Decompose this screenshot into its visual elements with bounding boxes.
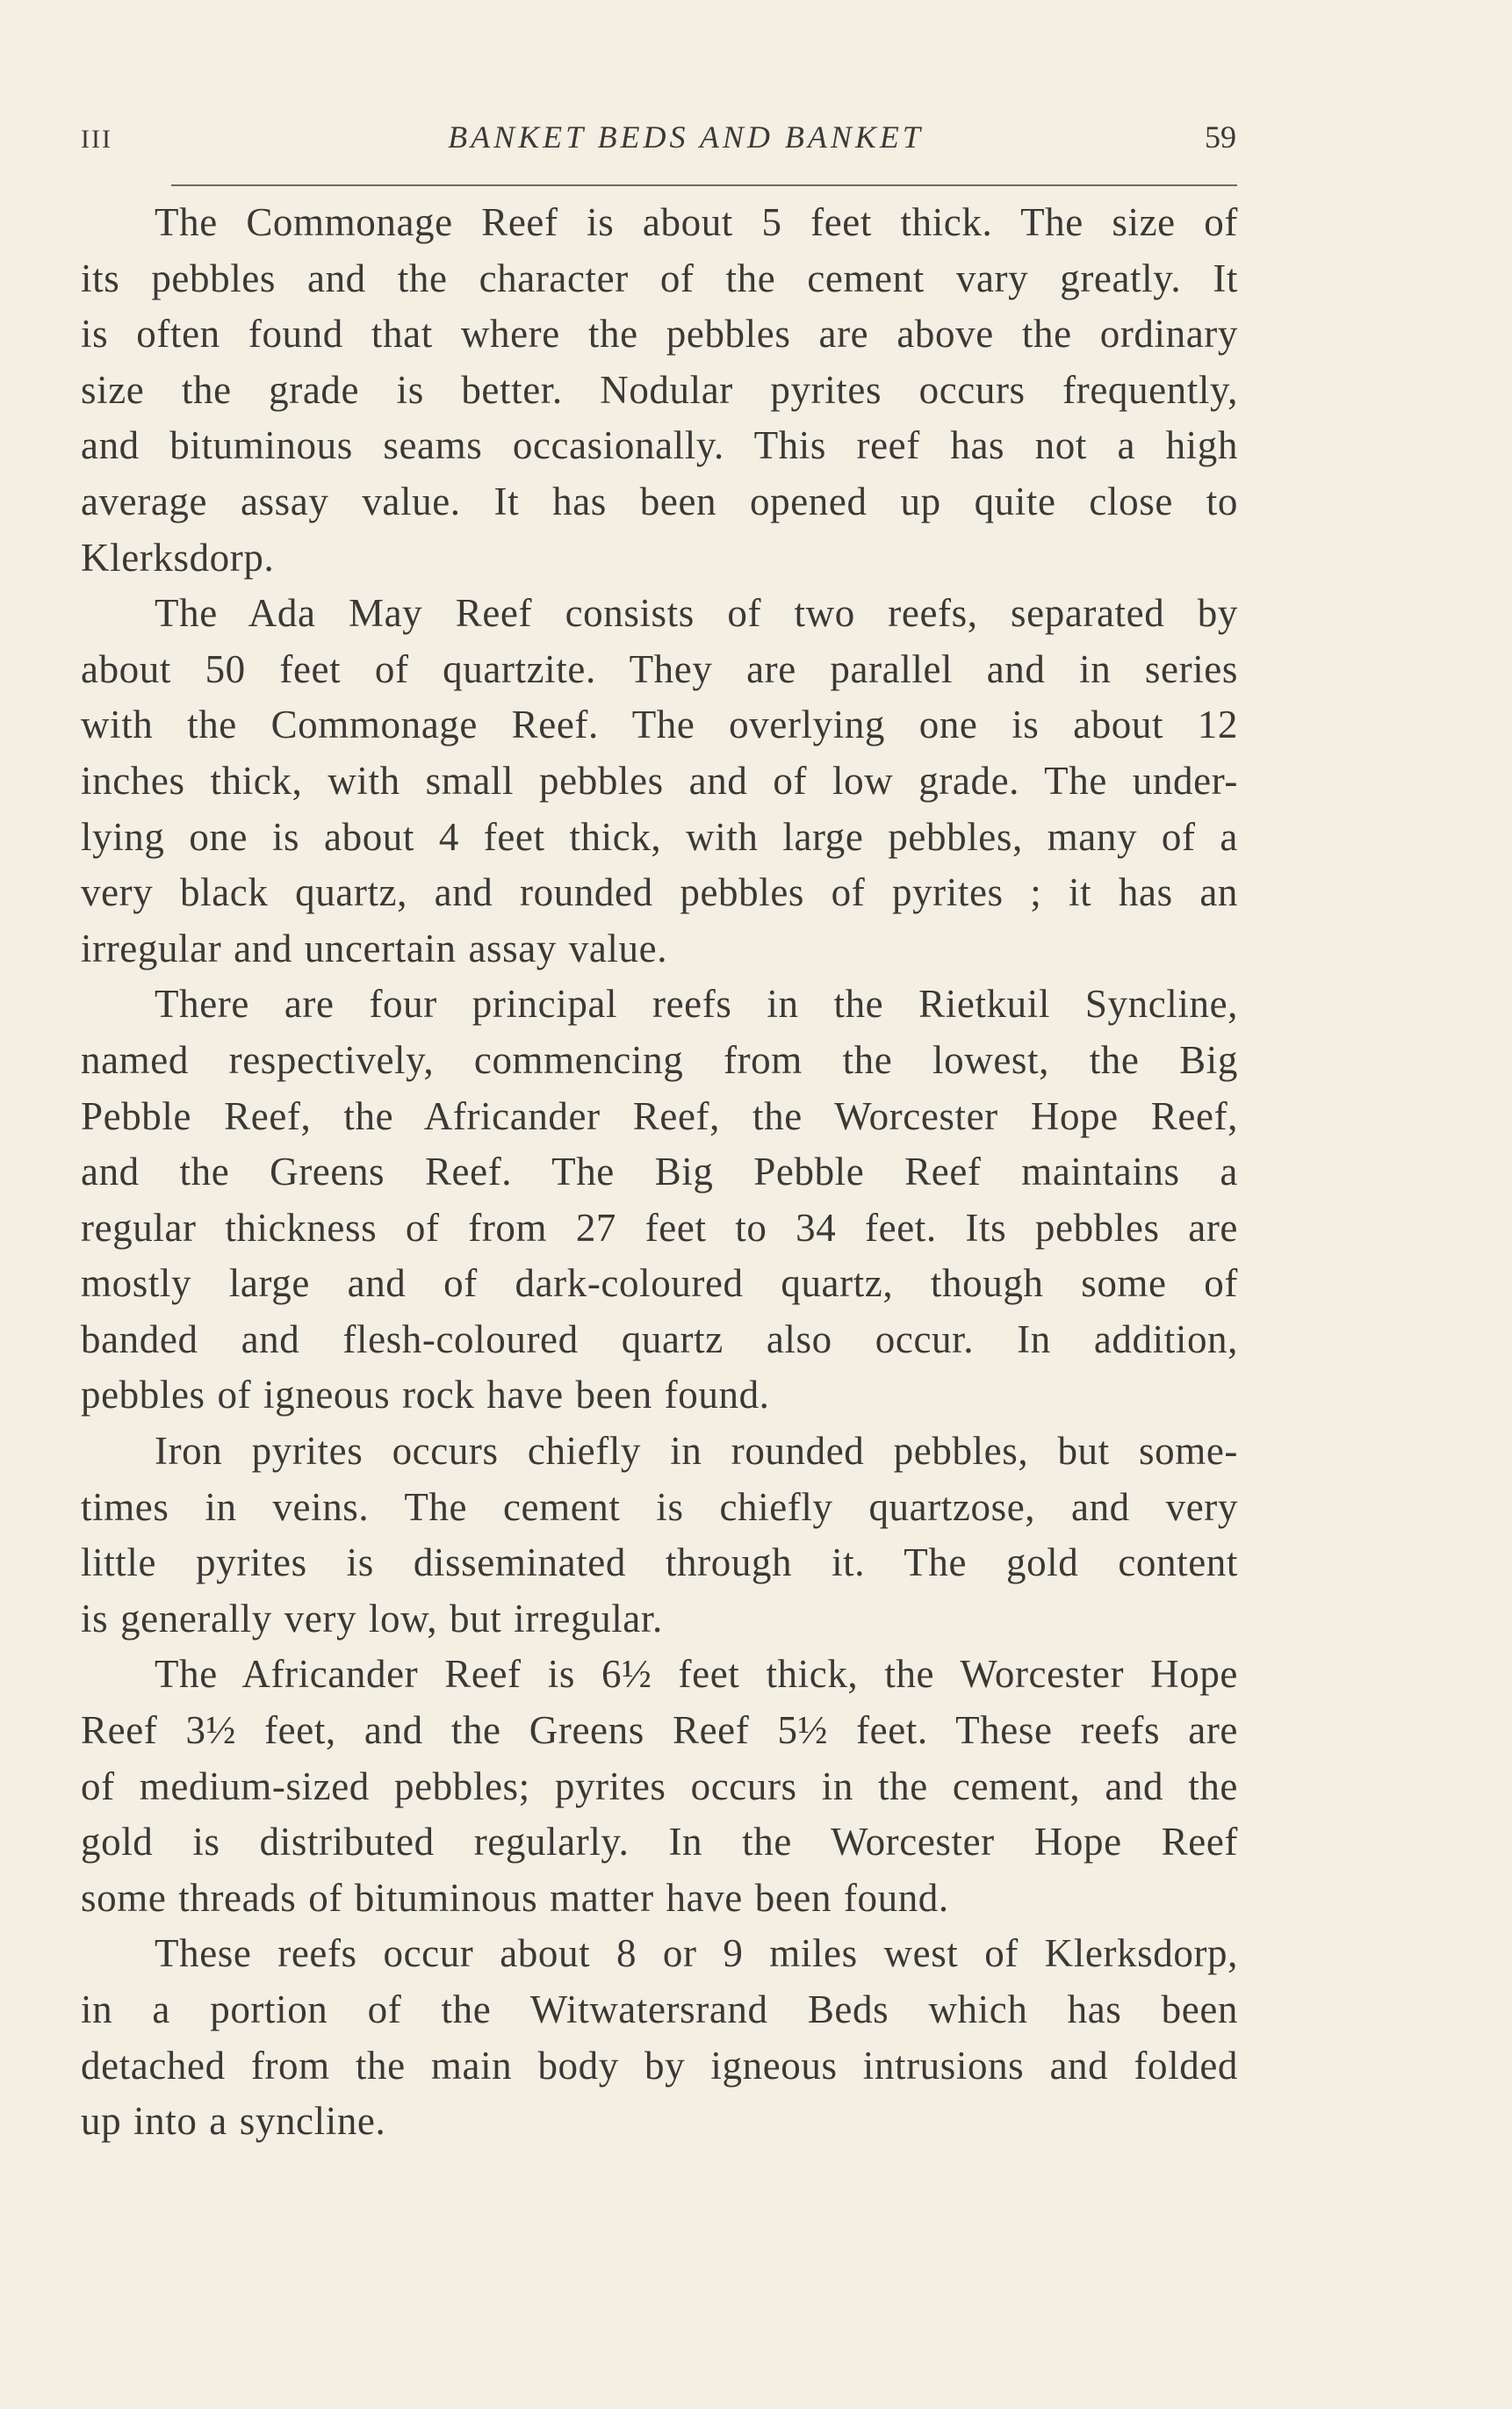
running-title: BANKET BEDS AND BANKET — [448, 119, 924, 155]
text-line: very black quartz, and rounded pebbles of pyrites ; it has an — [81, 870, 1238, 915]
text-line: size the grade is better. Nodular pyrites occurs frequently, — [81, 367, 1238, 412]
page-body — [81, 195, 1238, 2150]
text-line: mostly large and of dark-coloured quartz, though some of — [81, 1261, 1238, 1306]
paragraph — [81, 1424, 1238, 1647]
header-rule — [171, 184, 1237, 186]
text-line: and the Greens Reef. The Big Pebble Reef maintains a — [81, 1150, 1238, 1194]
text-line: about 50 feet of quartzite. They are parallel and in series — [81, 646, 1238, 691]
text-line: times in veins. The cement is chiefly quartzose, and very — [81, 1484, 1238, 1529]
text-line: The Africander Reef is 6½ feet thick, the Worcester Hope — [155, 1652, 1238, 1697]
text-line: gold is distributed regularly. In the Worcester Hope Reef — [81, 1820, 1238, 1864]
text-line: lying one is about 4 feet thick, with large pebbles, many of a — [81, 814, 1238, 859]
text-line: its pebbles and the character of the cement vary greatly. It — [81, 256, 1238, 300]
text-line: regular thickness of from 27 feet to 34 feet. Its pebbles are — [81, 1205, 1238, 1250]
text-line: There are four principal reefs in the Rietkuil Syncline, — [155, 982, 1238, 1027]
text-line: named respectively, commencing from the lowest, the Big — [81, 1037, 1238, 1082]
text-line: is often found that where the pebbles are above the ordinary — [81, 312, 1238, 357]
text-line: is generally very low, but irregular. — [81, 1596, 663, 1641]
text-line: detached from the main body by igneous intrusions and folded — [81, 2043, 1238, 2088]
text-line: some threads of bituminous matter have been found. — [81, 1875, 949, 1920]
text-line: Pebble Reef, the Africander Reef, the Worcester Hope Reef, — [81, 1093, 1238, 1138]
text-line: irregular and uncertain assay value. — [81, 926, 668, 970]
text-line: The Ada May Reef consists of two reefs, separated by — [155, 591, 1238, 636]
paragraph — [81, 586, 1238, 977]
text-line: up into a syncline. — [81, 2099, 386, 2144]
paragraph — [81, 195, 1238, 586]
text-line: and bituminous seams occasionally. This reef has not a high — [81, 423, 1238, 468]
text-line: pebbles of igneous rock have been found. — [81, 1373, 770, 1417]
text-line: average assay value. It has been opened up quite close to — [81, 479, 1238, 523]
text-line: The Commonage Reef is about 5 feet thick. The size of — [155, 200, 1238, 244]
paragraph — [81, 1926, 1238, 2149]
text-line: inches thick, with small pebbles and of low grade. The under- — [81, 758, 1238, 803]
text-line: with the Commonage Reef. The overlying one is about 12 — [81, 703, 1238, 747]
paragraph — [81, 1647, 1238, 1926]
chapter-number: III — [81, 125, 112, 154]
text-line: Klerksdorp. — [81, 535, 275, 580]
page-number: 59 — [1205, 119, 1236, 155]
text-line: in a portion of the Witwatersrand Beds which has been — [81, 1987, 1238, 2031]
text-line: These reefs occur about 8 or 9 miles west of Klerksdorp, — [155, 1931, 1238, 1976]
paragraph — [81, 977, 1238, 1424]
text-line: little pyrites is disseminated through it. The gold content — [81, 1540, 1238, 1585]
text-line: Iron pyrites occurs chiefly in rounded pebbles, but some- — [155, 1429, 1238, 1474]
text-line: banded and flesh-coloured quartz also occur. In addition, — [81, 1316, 1238, 1361]
text-line: of medium-sized pebbles; pyrites occurs in the cement, and the — [81, 1763, 1238, 1808]
text-line: Reef 3½ feet, and the Greens Reef 5½ feet. These reefs are — [81, 1708, 1238, 1753]
